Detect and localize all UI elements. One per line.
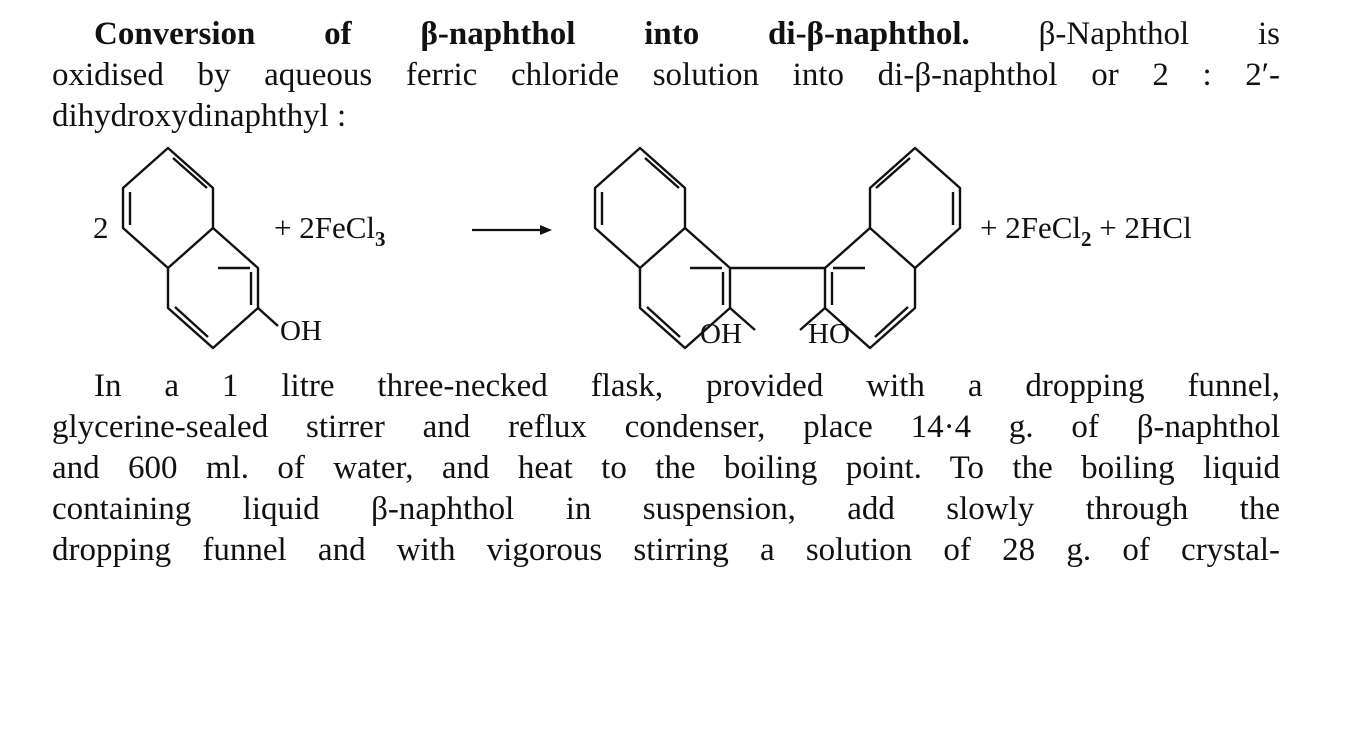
procedure-line-5: dropping funnel and with vigorous stirring a solution of 28 g. of crystal- [52, 532, 1280, 568]
byproducts: + 2FeCl$_2$ + 2HCl [980, 210, 1192, 251]
reaction-arrow [472, 225, 552, 235]
product-oh-left-label: OH [700, 318, 742, 350]
section-heading: Conversion of β-naphthol into di-β-naphthol. [94, 16, 970, 52]
procedure-paragraph [52, 366, 1280, 571]
di-beta-naphthol-structure [595, 148, 960, 348]
reactant-coefficient: 2 [93, 210, 109, 245]
procedure-line-2: glycerine-sealed stirrer and reflux condenser, place 14·4 g. of β-naphthol [52, 409, 1280, 445]
reactant-oh-label: OH [280, 315, 322, 347]
procedure-line-1: In a 1 litre three-necked flask, provided with a dropping funnel, [94, 368, 1280, 404]
beta-naphthol-structure [123, 148, 278, 348]
procedure-line-3: and 600 ml. of water, and heat to the boiling point. To the boiling liquid [52, 450, 1280, 486]
reagent-ferric-chloride: + 2FeCl$_3$ [274, 210, 386, 251]
intro-line-1-rest: β-Naphthol is [1038, 16, 1281, 52]
procedure-line-4: containing liquid β-naphthol in suspension, add slowly through the [52, 491, 1280, 527]
intro-line-1 [52, 14, 1280, 55]
product-ho-right-label: HO [808, 318, 850, 350]
intro-paragraph [52, 14, 1280, 137]
reaction-equation [0, 140, 1360, 355]
intro-line-2: oxidised by aqueous ferric chloride solution into di-β-naphthol or 2 : 2′- [52, 57, 1280, 93]
intro-line-3: dihydroxydinaphthyl : [52, 98, 347, 134]
